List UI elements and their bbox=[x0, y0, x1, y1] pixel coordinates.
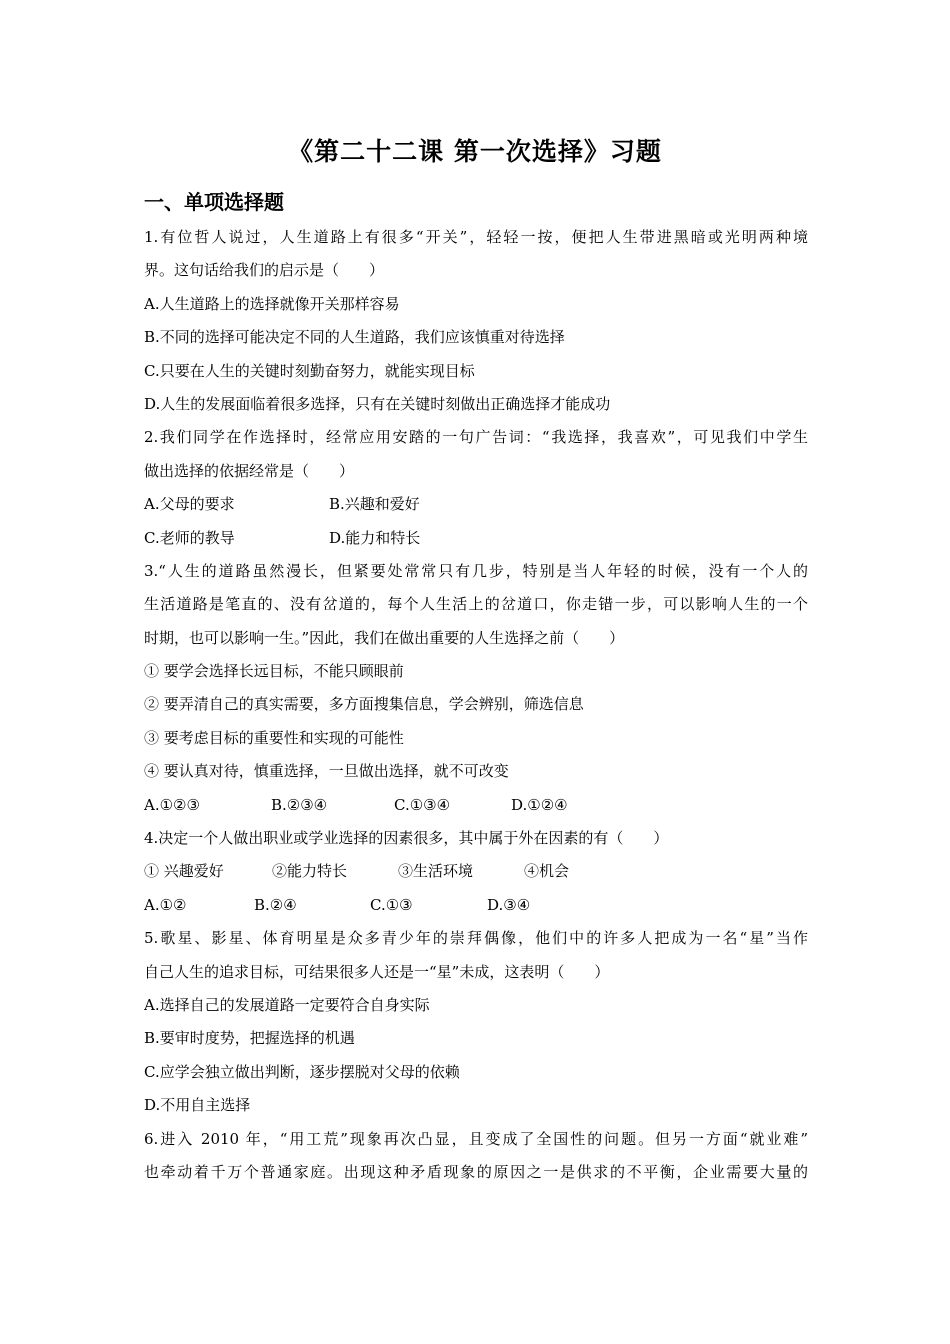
question-1-option-d: D.人生的发展面临着很多选择，只有在关键时刻做出正确选择才能成功 bbox=[144, 394, 611, 413]
question-5-option-d: D.不用自主选择 bbox=[144, 1096, 251, 1115]
question-3-item-4: ④ 要认真对待，慎重选择，一旦做出选择，就不可改变 bbox=[144, 762, 509, 781]
question-1-stem-line-2: 界。这句话给我们的启示是（ ） bbox=[144, 261, 385, 280]
question-4-item-3: ③生活环境 bbox=[398, 862, 474, 881]
question-3-options-row bbox=[144, 789, 808, 822]
question-6-stem-line-2: 也牵动着千万个普通家庭。出现这种矛盾现象的原因之一是供求的不平衡，企业需要大量的 bbox=[144, 1162, 808, 1181]
question-4-option-d: D.③④ bbox=[487, 895, 531, 914]
question-2-stem-line-1: 2.我们同学在作选择时，经常应用安踏的一句广告词：“我选择，我喜欢”，可见我们中学生 bbox=[144, 428, 808, 447]
question-5-stem-line-1: 5.歌星、影星、体育明星是众多青少年的崇拜偶像，他们中的许多人把成为一名“星”当作 bbox=[144, 929, 808, 948]
question-1-stem-line-1: 1.有位哲人说过，人生道路上有很多“开关”，轻轻一按，便把人生带进黑暗或光明两种境 bbox=[144, 228, 808, 246]
question-4-item-2: ②能力特长 bbox=[272, 862, 348, 881]
question-2-options-row-2 bbox=[144, 522, 808, 555]
question-4-item-1: ① 兴趣爱好 bbox=[144, 862, 224, 881]
question-2-option-c: C.老师的教导 bbox=[144, 528, 235, 547]
question-4-item-4: ④机会 bbox=[524, 862, 570, 881]
question-3-option-a: A.①②③ bbox=[144, 795, 200, 814]
question-1-option-b: B.不同的选择可能决定不同的人生道路，我们应该慎重对待选择 bbox=[144, 328, 565, 347]
question-5-option-a: A.选择自己的发展道路一定要符合自身实际 bbox=[144, 995, 430, 1014]
question-2-option-b: B.兴趣和爱好 bbox=[329, 495, 420, 514]
question-2-options-row-1 bbox=[144, 488, 808, 521]
question-5-option-c: C.应学会独立做出判断，逐步摆脱对父母的依赖 bbox=[144, 1062, 460, 1081]
question-5-option-b: B.要审时度势，把握选择的机遇 bbox=[144, 1029, 355, 1048]
question-1-option-c: C.只要在人生的关键时刻勤奋努力，就能实现目标 bbox=[144, 361, 475, 380]
document-title: 《第二十二课 第一次选择》习题 bbox=[288, 137, 662, 166]
question-3-stem-line-1: 3.“人生的道路虽然漫长，但紧要处常常只有几步，特别是当人年轻的时候，没有一个人的 bbox=[144, 561, 808, 580]
question-4-options-row bbox=[144, 889, 808, 922]
question-3-item-1: ① 要学会选择长远目标，不能只顾眼前 bbox=[144, 662, 404, 681]
section-heading: 一、单项选择题 bbox=[144, 190, 284, 214]
question-3-option-c: C.①③④ bbox=[394, 795, 451, 814]
question-3-stem-line-3: 时期，也可以影响一生。”因此，我们在做出重要的人生选择之前（ ） bbox=[144, 628, 625, 647]
question-2-option-d: D.能力和特长 bbox=[329, 528, 421, 547]
question-4-stem-line-1: 4.决定一个人做出职业或学业选择的因素很多，其中属于外在因素的有（ ） bbox=[144, 829, 669, 848]
question-6-stem-line-1: 6.进入 2010 年，“用工荒”现象再次凸显，且变成了全国性的问题。但另一方面“就业难” bbox=[144, 1129, 808, 1148]
question-3-item-3: ③ 要考虑目标的重要性和实现的可能性 bbox=[144, 728, 404, 747]
question-5-stem-line-2: 自己人生的追求目标，可结果很多人还是一“星”未成，这表明（ ） bbox=[144, 962, 610, 981]
question-3-stem-line-2: 生活道路是笔直的、没有岔道的，每个人生活上的岔道口，你走错一步，可以影响人生的一个 bbox=[144, 595, 808, 614]
question-list bbox=[144, 221, 808, 1189]
question-2-option-a: A.父母的要求 bbox=[144, 495, 235, 514]
question-1-option-a: A.人生道路上的选择就像开关那样容易 bbox=[144, 294, 400, 313]
question-4-option-c: C.①③ bbox=[370, 895, 413, 914]
question-4-option-a: A.①② bbox=[144, 895, 187, 914]
question-4-items-row bbox=[144, 855, 808, 888]
question-3-item-2: ② 要弄清自己的真实需要，多方面搜集信息，学会辨别，筛选信息 bbox=[144, 695, 584, 714]
question-3-option-d: D.①②④ bbox=[511, 795, 568, 814]
question-2-stem-line-2: 做出选择的依据经常是（ ） bbox=[144, 461, 355, 480]
question-4-option-b: B.②④ bbox=[254, 895, 297, 914]
question-3-option-b: B.②③④ bbox=[271, 795, 328, 814]
